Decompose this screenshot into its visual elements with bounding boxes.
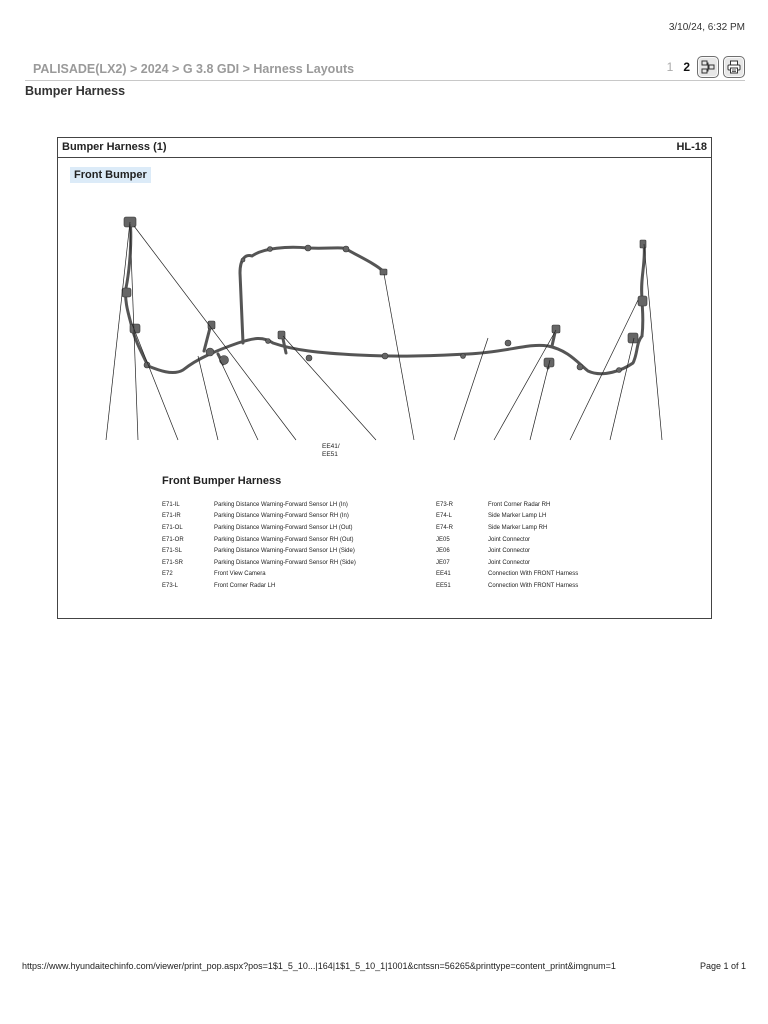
tree-layout-button[interactable] [697, 56, 719, 78]
harness-figure [57, 137, 712, 619]
legend-row: E71-SR Parking Distance Warning-Forward Sensor RH (Side) [162, 559, 356, 566]
legend-row: E71-SL Parking Distance Warning-Forward Sensor LH (Side) [162, 548, 355, 555]
page-2-current: 2 [683, 60, 690, 74]
document-title: Bumper Harness [25, 84, 126, 98]
legend-row: E71-OR Parking Distance Warning-Forward Sensor RH (Out) [162, 536, 354, 543]
footer-url: https://www.hyundaitechinfo.com/viewer/print_pop.aspx?pos=1$1_5_10...|164|1$1_5_10_1|1001&cntssn=56265&printtype=content_print&imgnum=1 [22, 961, 616, 971]
connector-label: EE41/ EE51 [322, 443, 340, 458]
print-date: 3/10/24, 6:32 PM [668, 22, 745, 33]
legend-row: JE05 Joint Connector [436, 536, 531, 543]
figure-title: Bumper Harness (1) [62, 141, 167, 153]
legend-row: E71-IL Parking Distance Warning-Forward Sensor LH (In) [162, 501, 348, 508]
legend-row: EE51 Connection With FRONT Harness [436, 582, 579, 589]
section-label: Front Bumper [70, 167, 151, 183]
legend-row: JE06 Joint Connector [436, 548, 531, 555]
pager [664, 56, 745, 78]
legend-row: E74-L Side Marker Lamp LH [436, 513, 547, 520]
legend-row: E71-IR Parking Distance Warning-Forward Sensor RH (In) [162, 513, 349, 520]
print-button[interactable] [723, 56, 745, 78]
figure-code: HL-18 [676, 141, 707, 153]
legend-row: E73-R Front Corner Radar RH [436, 501, 551, 508]
legend-title: Front Bumper Harness [162, 475, 282, 487]
legend-right [436, 499, 578, 592]
harness-diagram [58, 138, 711, 458]
printer-icon [727, 60, 741, 74]
legend-row: EE41 Connection With FRONT Harness [436, 571, 579, 578]
legend-row: E73-L Front Corner Radar LH [162, 582, 276, 589]
legend-row: E72 Front View Camera [162, 571, 266, 578]
page-1-link[interactable]: 1 [666, 60, 674, 74]
breadcrumb-bar [25, 58, 745, 81]
footer-page-info: Page 1 of 1 [699, 961, 746, 971]
legend-row: JE07 Joint Connector [436, 559, 531, 566]
breadcrumb[interactable]: PALISADE(LX2) > 2024 > G 3.8 GDI > Harness Layouts [33, 62, 355, 76]
legend-row: E74-R Side Marker Lamp RH [436, 524, 548, 531]
legend-left [162, 499, 356, 592]
tree-layout-icon [701, 60, 715, 74]
legend-row: E71-OL Parking Distance Warning-Forward Sensor LH (Out) [162, 524, 353, 531]
